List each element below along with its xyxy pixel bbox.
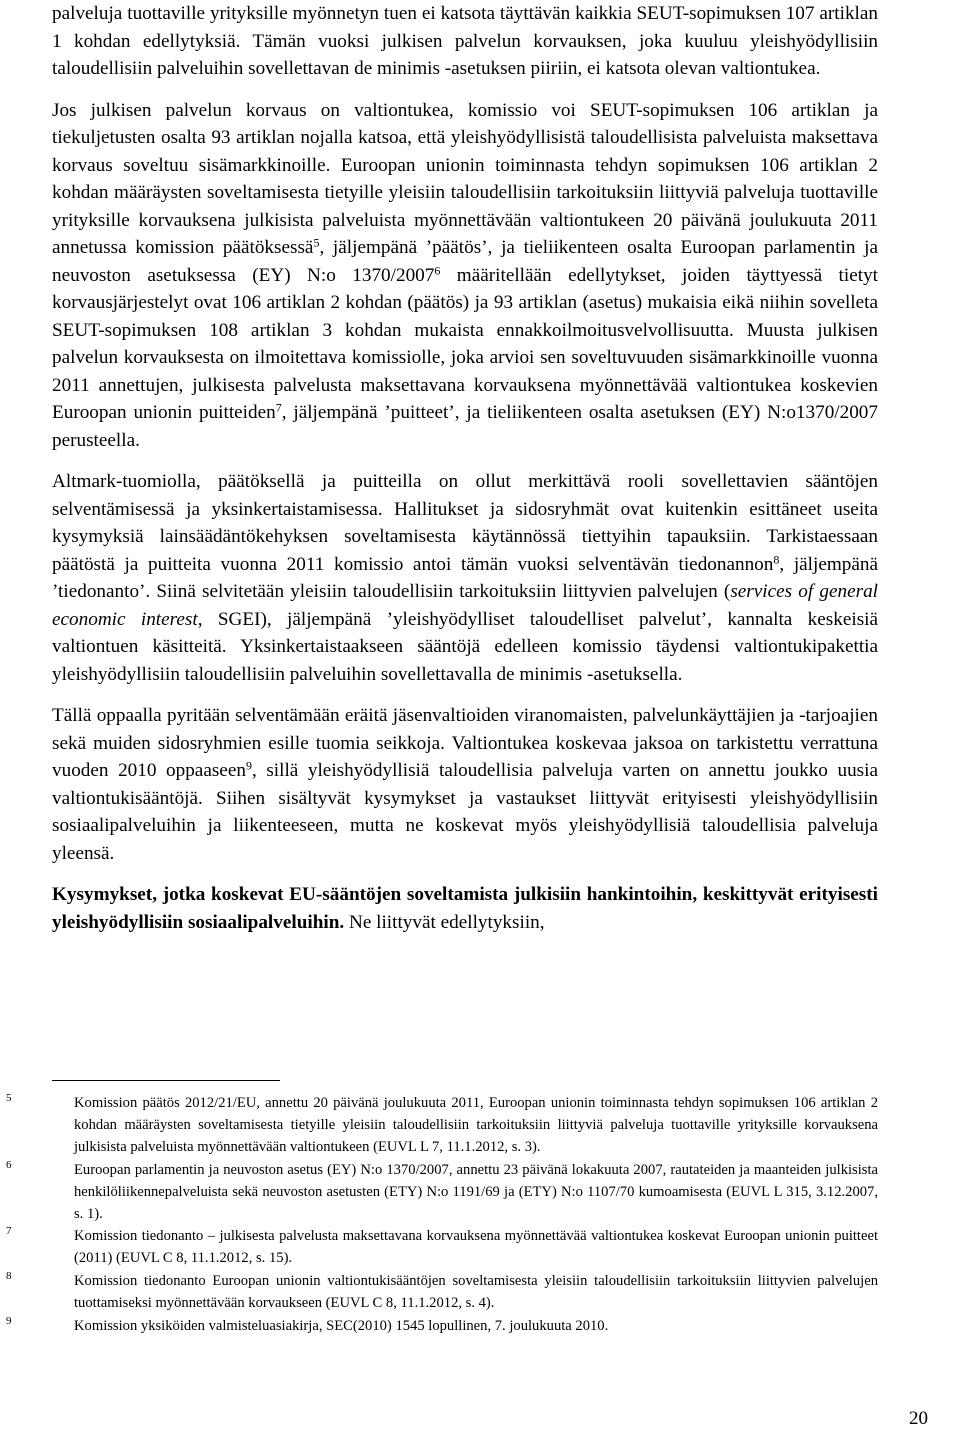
footnote-text: Komission yksiköiden valmisteluasiakirja, SEC(2010) 1545 lopullinen, 7. joulukuuta 2010. bbox=[74, 1318, 609, 1335]
paragraph-2-text-a: Jos julkisen palvelun korvaus on valtiontukea, komissio voi SEUT-sopimuksen 106 artiklan ja tiekuljetusten osalta 93 artiklan nojalla katsoa, että yleishyödyllisistä taloudellisista palveluista maksettava korvaus soveltuu sisämarkkinoille. Euroopan unionin toiminnasta tehdyn sopimuksen 106 artiklan 2 kohdan määräysten soveltamisesta tietyille yleisiin taloudellisiin tarkoituksiin liittyviä palveluja tuottaville yrityksille korvauksena julkisista palveluista myönnettävään valtiontukeen 20 päivänä joulukuuta 2011 annetussa komission päätöksessä bbox=[52, 99, 878, 258]
footnote-mark: 8 bbox=[6, 1270, 12, 1283]
paragraph-5-bold-heading: Kysymykset, jotka koskevat EU-sääntöjen soveltamista julkisiin hankintoihin, keskittyvät erityisesti yleishyödyllisiin sosiaalipalveluihin. bbox=[52, 884, 878, 933]
footnote-mark: 5 bbox=[6, 1092, 12, 1104]
footnote-6 bbox=[0, 1160, 960, 1226]
paragraph-4-text-b: , sillä yleishyödyllisiä taloudellisia palveluja varten on annettu joukko uusia valtiontukisääntöjä. Siihen sisältyvät kysymykset ja vastaukset liittyvät erityisesti yleishyödyllisiin sosiaalipalveluihin ja liikenteeseen, mutta ne koskevat myös yleishyödyllisiä taloudellisia palveluja yleensä. bbox=[52, 760, 878, 864]
paragraph-1-text: palveluja tuottaville yrityksille myönnetyn tuen ei katsota täyttävän kaikkia SEUT-sopimuksen 107 artiklan 1 kohdan edellytyksiä. Tämän vuoksi julkisen palvelun korvauksen, joka kuuluu yleishyödyllisiin taloudellisiin palveluihin sovellettavan de minimis -asetuksen piiriin, ei katsota olevan valtiontukea. bbox=[52, 3, 878, 79]
footnote-text: Komission päätös 2012/21/EU, annettu 20 päivänä joulukuuta 2011, Euroopan unionin toiminnasta tehdyn sopimuksen 106 artiklan 2 kohdan määräysten soveltamisesta tietyille yleisiin taloudellisiin tarkoituksiin liittyviä palveluja tuottaville yrityksille korvauksena julkisista palveluista myönnettävään valtiontukeen (EUVL L 7, 11.1.2012, s. 3). bbox=[74, 1095, 878, 1155]
footnote-separator bbox=[52, 1080, 280, 1081]
paragraph-1 bbox=[52, 0, 878, 83]
paragraph-3-italic-term: services of general economic interest bbox=[52, 581, 878, 630]
footnote-ref-5[interactable]: 5 bbox=[313, 235, 320, 250]
paragraph-2-text-d: , jäljempänä ’puitteet’, ja tieliikenteen osalta asetuksen (EY) N:o1370/2007 perusteella. bbox=[52, 402, 878, 451]
paragraph-3-text-c: , SGEI), jäljempänä ’yleishyödylliset taloudelliset palvelut’, kannalta keskeisiä valtiontuen käsitteitä. Yksinkertaistaakseen sääntöjä edelleen komissio täydensi valtiontukipakettia yleishyödyllisiin taloudellisiin palveluihin sovellettavalla de minimis -asetuksella. bbox=[52, 608, 879, 685]
footnote-text: Euroopan parlamentin ja neuvoston asetus (EY) N:o 1370/2007, annettu 23 päivänä lokakuuta 2007, rautateiden ja maanteiden julkisista henkilöliikennepalveluista sekä neuvoston asetusten (ETY) N:o 1191/69 ja (ETY) N:o 1107/70 kumoamisesta (EUVL L 315, 3.12.2007, s. 1). bbox=[74, 1161, 878, 1222]
paragraph-2-text-c: määritellään edellytykset, joiden täyttyessä tietyt korvausjärjestelyt ovat 106 artiklan 2 kohdan (päätös) ja 93 artiklan (asetus) mukaisia eikä niihin sovelleta SEUT-sopimuksen 108 artiklan 3 kohdan mukaista ennakkoilmoitusvelvollisuutta. Muusta julkisen palvelun korvauksesta on ilmoitettava komissiolle, joka arvioi sen soveltuvuuden sisämarkkinoille vuonna 2011 annettujen, julkisesta palvelusta maksettavana korvauksena myönnettävää valtiontukea koskevien Euroopan unionin puitteiden bbox=[52, 264, 878, 423]
footnote-ref-8[interactable]: 8 bbox=[773, 551, 780, 566]
paragraph-2 bbox=[52, 97, 878, 455]
footnotes bbox=[0, 1093, 960, 1339]
page-number: 20 bbox=[909, 1408, 928, 1429]
footnote-ref-9[interactable]: 9 bbox=[245, 758, 252, 773]
paragraph-3-text-b: , jäljempänä ’tiedonanto’. Siinä selvitetään yleisiin taloudellisiin tarkoituksiin liittyvien palvelujen ( bbox=[52, 553, 878, 602]
paragraph-5-text: Ne liittyvät edellytyksiin, bbox=[344, 911, 545, 933]
footnote-8 bbox=[0, 1271, 960, 1315]
paragraph-3-text-a: Altmark-tuomiolla, päätöksellä ja puitteilla on ollut merkittävä rooli sovellettavien sääntöjen selventämisessä ja yksinkertaistamisessa. Hallitukset ja sidosryhmät ovat kuitenkin esittäneet useita kysymyksiä lainsäädäntökehyksen soveltamisesta käytännössä tiettyihin tapauksiin. Tarkistaessaan päätöstä ja puitteita vuonna 2011 komissio antoi tämän vuoksi selventävän tiedonannon bbox=[52, 471, 878, 575]
paragraph-4 bbox=[52, 702, 878, 867]
footnote-ref-6[interactable]: 6 bbox=[434, 262, 441, 277]
footnote-9 bbox=[0, 1316, 960, 1338]
footnote-5 bbox=[0, 1093, 960, 1159]
paragraph-2-text-b: , jäljempänä ’päätös’, ja tieliikenteen osalta Euroopan parlamentin ja neuvoston asetuksessa (EY) N:o 1370/2007 bbox=[52, 237, 879, 286]
footnote-mark: 6 bbox=[6, 1158, 12, 1171]
paragraph-4-text-a: Tällä oppaalla pyritään selventämään eräitä jäsenvaltioiden viranomaisten, palvelunkäyttäjien ja -tarjoajien sekä muiden sidosryhmien esille tuomia seikkoja. Valtiontukea koskevaa jaksoa on tarkistettu verrattuna vuoden 2010 oppaaseen bbox=[52, 705, 878, 781]
footnote-ref-7[interactable]: 7 bbox=[275, 400, 282, 415]
body-text bbox=[52, 0, 878, 950]
footnote-mark: 7 bbox=[6, 1225, 12, 1238]
footnote-text: Komission tiedonanto Euroopan unionin valtiontukisääntöjen soveltamisesta yleisiin taloudellisiin tarkoituksiin liittyvien palvelujen tuottamiseksi myönnettävään korvaukseen (EUVL C 8, 11.1.2012, s. 4). bbox=[74, 1273, 878, 1312]
footnote-mark: 9 bbox=[6, 1315, 12, 1328]
paragraph-3 bbox=[52, 468, 878, 688]
footnote-7 bbox=[0, 1226, 960, 1270]
footnote-text: Komission tiedonanto – julkisesta palvelusta maksettavana korvauksena myönnettävää valtiontukea koskevat Euroopan unionin puitteet (2011) (EUVL C 8, 11.1.2012, s. 15). bbox=[74, 1228, 878, 1267]
paragraph-5 bbox=[52, 881, 878, 936]
